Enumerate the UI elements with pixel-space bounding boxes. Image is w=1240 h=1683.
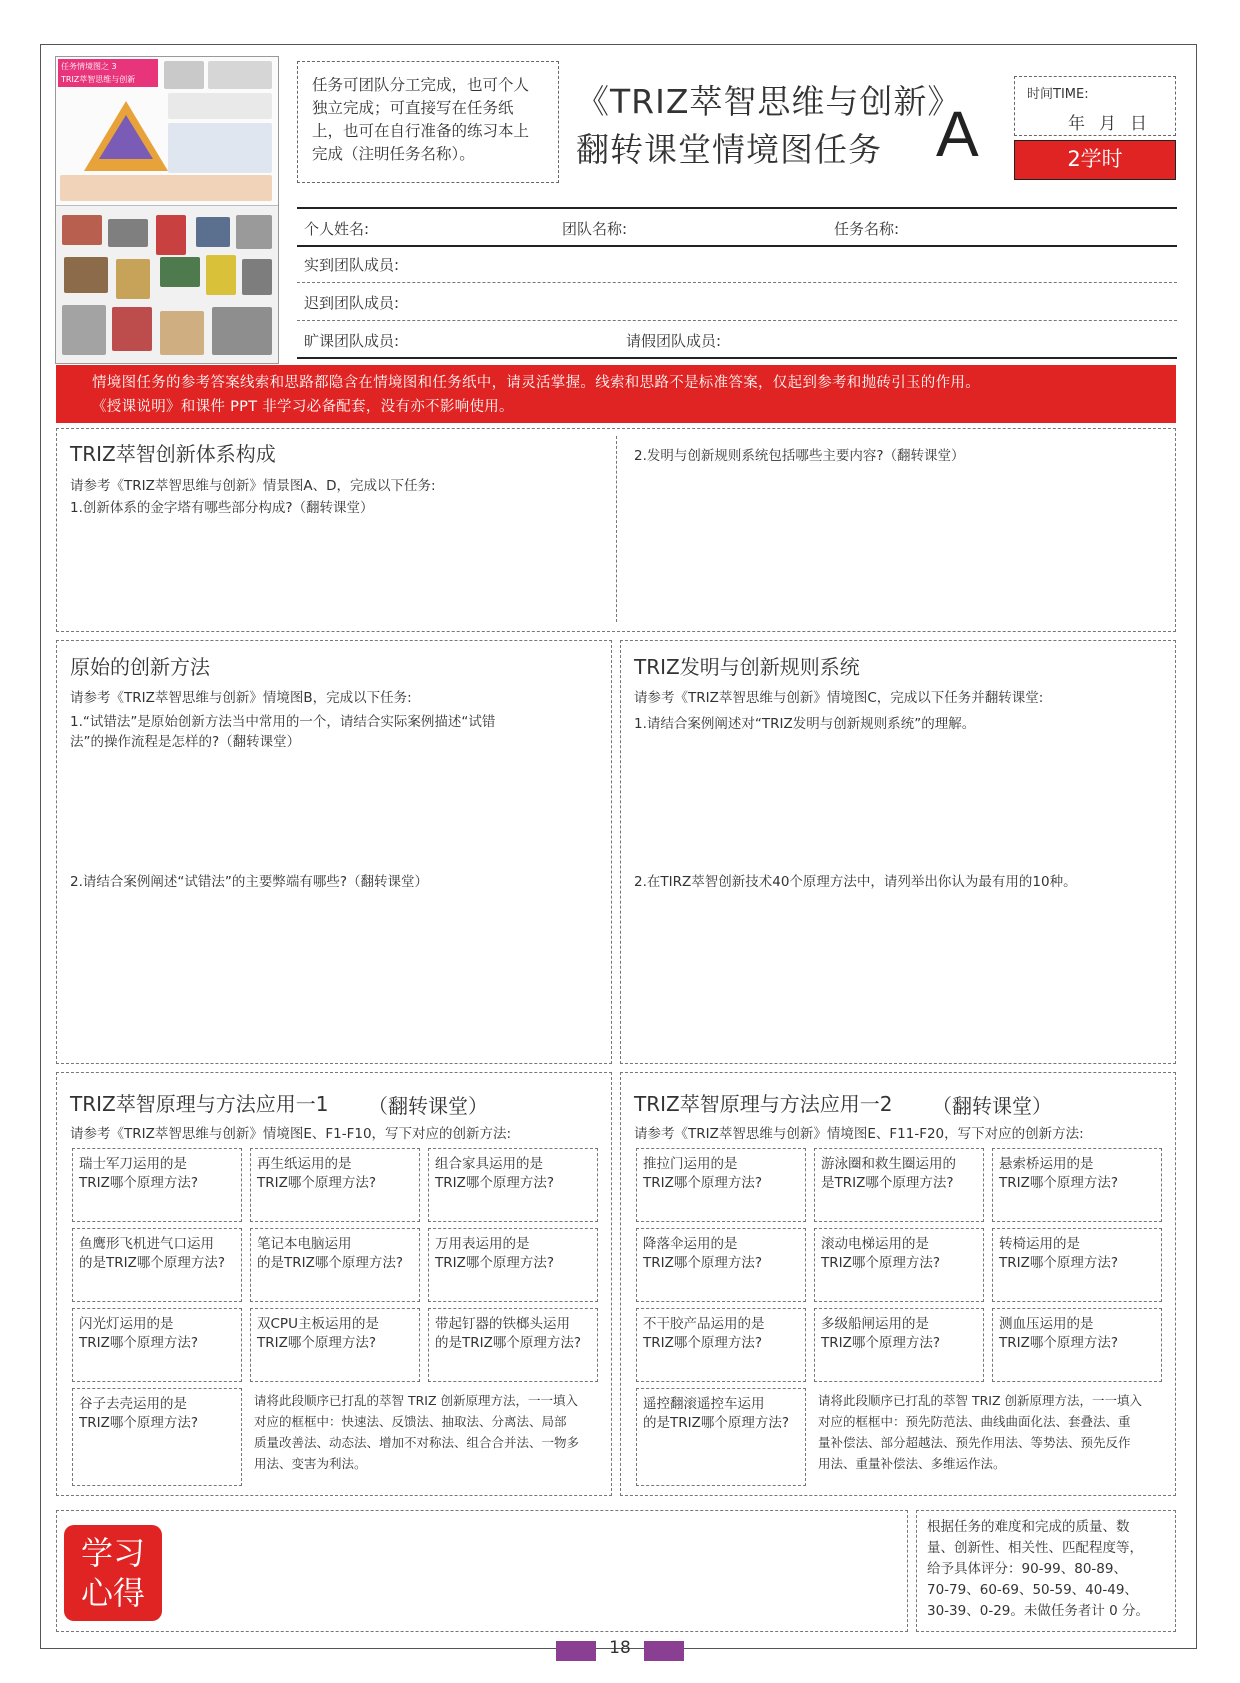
question: 2.发明与创新规则系统包括哪些主要内容?（翻转课堂） bbox=[634, 448, 965, 464]
answer-cell[interactable] bbox=[72, 1388, 242, 1486]
cell-text: 不干胶产品运用的是 bbox=[643, 1316, 765, 1332]
cell-text: 多级船闸运用的是 bbox=[821, 1316, 929, 1332]
thumbnail-image bbox=[62, 305, 106, 355]
cell-text: 再生纸运用的是 bbox=[257, 1156, 352, 1172]
time-label: 时间TIME: bbox=[1027, 87, 1089, 102]
name-field-label: 个人姓名: bbox=[304, 220, 370, 238]
thumbnail-image bbox=[62, 215, 102, 245]
divider bbox=[616, 436, 617, 622]
cell-text: 万用表运用的是 bbox=[435, 1236, 530, 1252]
answer-cell[interactable] bbox=[636, 1148, 806, 1222]
notice-bar bbox=[56, 365, 1176, 423]
answer-cell[interactable] bbox=[428, 1308, 598, 1382]
cell-text: TRIZ哪个原理方法? bbox=[79, 1415, 199, 1431]
thumbnail-image bbox=[212, 307, 272, 355]
paragraph-line: 请将此段顺序已打乱的萃智 TRIZ 创新原理方法，一一填入 bbox=[254, 1393, 579, 1408]
thumbnail-image bbox=[156, 215, 186, 255]
cell-text: 的是TRIZ哪个原理方法? bbox=[79, 1255, 226, 1271]
scoring-line: 量、创新性、相关性、匹配程度等， bbox=[927, 1540, 1143, 1556]
answer-cell[interactable] bbox=[814, 1308, 984, 1382]
section-subtitle: 请参考《TRIZ萃智思维与创新》情境图E、F11-F20，写下对应的创新方法: bbox=[634, 1126, 1084, 1142]
team-field-label: 团队名称: bbox=[562, 220, 628, 238]
present-members-label: 实到团队成员: bbox=[304, 256, 400, 274]
page-bar-right bbox=[644, 1641, 684, 1661]
answer-cell[interactable] bbox=[428, 1148, 598, 1222]
badge-line: 学习 bbox=[80, 1534, 145, 1572]
thumbnail-image bbox=[64, 257, 108, 293]
section-tag: （翻转课堂） bbox=[368, 1094, 488, 1118]
cell-text: 瑞士军刀运用的是 bbox=[79, 1156, 187, 1172]
cell-text: 游泳圈和救生圈运用的 bbox=[821, 1156, 956, 1172]
paragraph-line: 对应的框框中：快速法、反馈法、抽取法、分离法、局部 bbox=[254, 1414, 567, 1429]
title-line1: 《TRIZ萃智思维与创新》 bbox=[576, 82, 962, 121]
thumbnail-header bbox=[58, 59, 158, 87]
answer-cell[interactable] bbox=[636, 1228, 806, 1302]
instruction-note: 任务可团队分工完成，也可个人独立完成；可直接写在任务纸上，也可在自行准备的练习本上完成（注明任务名称）。 bbox=[297, 61, 559, 183]
cell-text: TRIZ哪个原理方法? bbox=[999, 1175, 1119, 1191]
question: 2.请结合案例阐述“试错法”的主要弊端有哪些?（翻转课堂） bbox=[70, 874, 429, 890]
divider bbox=[297, 282, 1177, 283]
cell-text: 笔记本电脑运用 bbox=[257, 1236, 352, 1252]
question bbox=[70, 712, 495, 752]
section-title: 原始的创新方法 bbox=[70, 655, 210, 679]
answer-cell[interactable] bbox=[72, 1148, 242, 1222]
scoring-line: 根据任务的难度和完成的质量、数 bbox=[927, 1519, 1130, 1535]
cell-text: 组合家具运用的是 bbox=[435, 1156, 543, 1172]
cell-text: TRIZ哪个原理方法? bbox=[257, 1335, 377, 1351]
cell-text: 降落伞运用的是 bbox=[643, 1236, 738, 1252]
question: 1.请结合案例阐述对“TRIZ发明与创新规则系统”的理解。 bbox=[634, 716, 976, 732]
paragraph-line: 对应的框框中：预先防范法、曲线曲面化法、套叠法、重 bbox=[818, 1414, 1131, 1429]
section-subtitle: 请参考《TRIZ萃智思维与创新》情境图B，完成以下任务: bbox=[70, 690, 412, 706]
cell-text: 的是TRIZ哪个原理方法? bbox=[435, 1335, 582, 1351]
divider bbox=[297, 357, 1177, 359]
section-tag: （翻转课堂） bbox=[932, 1094, 1052, 1118]
cell-text: 滚动电梯运用的是 bbox=[821, 1236, 929, 1252]
cell-text: 测血压运用的是 bbox=[999, 1316, 1094, 1332]
title-line2: 翻转课堂情境图任务 bbox=[576, 130, 882, 169]
cell-text: TRIZ哪个原理方法? bbox=[643, 1255, 763, 1271]
cell-text: 悬索桥运用的是 bbox=[999, 1156, 1094, 1172]
section-subtitle: 请参考《TRIZ萃智思维与创新》情景图A、D，完成以下任务: bbox=[70, 478, 436, 494]
cell-text: 双CPU主板运用的是 bbox=[257, 1316, 379, 1332]
cell-text: TRIZ哪个原理方法? bbox=[643, 1335, 763, 1351]
thumbnail-image bbox=[112, 307, 152, 351]
scoring-box bbox=[916, 1510, 1176, 1632]
answer-cell[interactable] bbox=[992, 1308, 1162, 1382]
section-title: TRIZ萃智创新体系构成 bbox=[70, 442, 276, 466]
thumbnail-image bbox=[236, 215, 272, 249]
answer-cell[interactable] bbox=[72, 1228, 242, 1302]
section-title: TRIZ发明与创新规则系统 bbox=[634, 655, 860, 679]
thumbnail-image bbox=[116, 259, 150, 299]
thumbnail-image bbox=[196, 217, 230, 247]
cell-text: 闪光灯运用的是 bbox=[79, 1316, 174, 1332]
late-members-label: 迟到团队成员: bbox=[304, 294, 400, 312]
scoring-line: 给予具体评分：90-99、80-89、 bbox=[927, 1561, 1127, 1577]
absent-members-label: 旷课团队成员: bbox=[304, 332, 400, 350]
cell-text: TRIZ哪个原理方法? bbox=[999, 1255, 1119, 1271]
divider bbox=[297, 245, 1177, 247]
cell-text: 转椅运用的是 bbox=[999, 1236, 1080, 1252]
question-line: 法”的操作流程是怎样的?（翻转课堂） bbox=[70, 734, 301, 750]
page-bar-left bbox=[556, 1641, 596, 1661]
cell-text: TRIZ哪个原理方法? bbox=[999, 1335, 1119, 1351]
scoring-line: 70-79、60-69、50-59、40-49、 bbox=[927, 1582, 1138, 1598]
question-line: 1.“试错法”是原始创新方法当中常用的一个，请结合实际案例描述“试错 bbox=[70, 714, 496, 730]
title-letter: A bbox=[936, 98, 979, 170]
question: 1.创新体系的金字塔有哪些部分构成?（翻转课堂） bbox=[70, 500, 374, 516]
cell-text: TRIZ哪个原理方法? bbox=[435, 1255, 555, 1271]
badge-line: 心得 bbox=[80, 1574, 145, 1612]
cell-text: 的是TRIZ哪个原理方法? bbox=[257, 1255, 404, 1271]
cell-text: TRIZ哪个原理方法? bbox=[79, 1335, 199, 1351]
thumbnail-image bbox=[242, 259, 272, 295]
section-subtitle: 请参考《TRIZ萃智思维与创新》情境图E、F1-F10，写下对应的创新方法: bbox=[70, 1126, 512, 1142]
thumbnail-block bbox=[168, 123, 272, 173]
thumbnail-image bbox=[160, 311, 204, 355]
paragraph-line: 用法、重量补偿法、多维运作法。 bbox=[818, 1456, 1006, 1471]
divider bbox=[297, 320, 1177, 321]
thumbnail-bottom-panel bbox=[56, 207, 278, 363]
cell-text: 谷子去壳运用的是 bbox=[79, 1396, 187, 1412]
cell-text: TRIZ哪个原理方法? bbox=[821, 1335, 941, 1351]
cell-text: 是TRIZ哪个原理方法? bbox=[821, 1175, 954, 1191]
section-subtitle: 请参考《TRIZ萃智思维与创新》情境图C，完成以下任务并翻转课堂: bbox=[634, 690, 1044, 706]
cell-text: 带起钉器的铁榔头运用 bbox=[435, 1316, 570, 1332]
thumbnail-block bbox=[168, 93, 272, 119]
cell-text: TRIZ哪个原理方法? bbox=[821, 1255, 941, 1271]
notice-line2: 《授课说明》和课件 PPT 非学习必备配套，没有亦不影响使用。 bbox=[92, 399, 514, 415]
notice-line1: 情境图任务的参考答案线索和思路都隐含在情境图和任务纸中，请灵活掌握。线索和思路不是标准答案，仅起到参考和抛砖引玉的作用。 bbox=[92, 375, 980, 391]
thumbnail-header-line2: TRIZ萃智思维与创新 bbox=[61, 75, 136, 84]
thumbnail-header-line1: 任务情境图之 3 bbox=[61, 62, 117, 71]
thumbnail-image bbox=[160, 257, 200, 287]
paragraph-line: 量补偿法、部分超越法、预先作用法、等势法、预先反作 bbox=[818, 1435, 1131, 1450]
cell-text: TRIZ哪个原理方法? bbox=[435, 1175, 555, 1191]
answer-cell[interactable] bbox=[636, 1308, 806, 1382]
answer-cell[interactable] bbox=[250, 1148, 420, 1222]
paragraph-line: 用法、变害为利法。 bbox=[254, 1456, 367, 1471]
scoring-line: 30-39、0-29。未做任务者计 0 分。 bbox=[927, 1603, 1150, 1619]
task-field-label: 任务名称: bbox=[834, 220, 900, 238]
section-title: TRIZ萃智原理与方法应用一1 bbox=[70, 1092, 329, 1116]
answer-cell[interactable] bbox=[636, 1388, 806, 1486]
leave-members-label: 请假团队成员: bbox=[626, 332, 722, 350]
answer-cell[interactable] bbox=[992, 1228, 1162, 1302]
time-box[interactable] bbox=[1014, 76, 1176, 136]
page-number: 18 bbox=[609, 1638, 631, 1658]
thumbnail-block bbox=[60, 175, 272, 201]
method-list-paragraph bbox=[818, 1390, 1142, 1474]
paragraph-line: 请将此段顺序已打乱的萃智 TRIZ 创新原理方法，一一填入 bbox=[818, 1393, 1143, 1408]
cell-text: TRIZ哪个原理方法? bbox=[643, 1175, 763, 1191]
answer-cell[interactable] bbox=[992, 1148, 1162, 1222]
thumbnail-image bbox=[208, 61, 272, 89]
pyramid-inner-icon bbox=[99, 115, 153, 159]
cell-text: 推拉门运用的是 bbox=[643, 1156, 738, 1172]
question: 2.在TIRZ萃智创新技术40个原理方法中，请列举出你认为最有用的10种。 bbox=[634, 874, 1077, 890]
cell-text: 遥控翻滚遥控车运用 bbox=[643, 1396, 765, 1412]
paragraph-line: 质量改善法、动态法、增加不对称法、组合合并法、一物多 bbox=[254, 1435, 580, 1450]
answer-cell[interactable] bbox=[814, 1148, 984, 1222]
answer-cell[interactable] bbox=[428, 1228, 598, 1302]
thumbnail-image bbox=[108, 219, 148, 247]
reflection-badge bbox=[64, 1525, 162, 1621]
cell-text: 鱼鹰形飞机进气口运用 bbox=[79, 1236, 214, 1252]
thumbnail-image bbox=[206, 255, 236, 295]
thumbnail-image bbox=[164, 61, 204, 89]
cell-text: TRIZ哪个原理方法? bbox=[79, 1175, 199, 1191]
method-list-paragraph bbox=[254, 1390, 579, 1474]
answer-cell[interactable] bbox=[814, 1228, 984, 1302]
hours-badge: 2学时 bbox=[1014, 140, 1176, 180]
divider bbox=[297, 207, 1177, 209]
cell-text: TRIZ哪个原理方法? bbox=[257, 1175, 377, 1191]
answer-cell[interactable] bbox=[72, 1308, 242, 1382]
reflection-box[interactable] bbox=[56, 1510, 908, 1632]
scenario-thumbnail bbox=[55, 56, 279, 364]
answer-cell[interactable] bbox=[250, 1308, 420, 1382]
section-title: TRIZ萃智原理与方法应用一2 bbox=[634, 1092, 893, 1116]
date-chars: 年月日 bbox=[1068, 114, 1161, 134]
cell-text: 的是TRIZ哪个原理方法? bbox=[643, 1415, 790, 1431]
answer-cell[interactable] bbox=[250, 1228, 420, 1302]
